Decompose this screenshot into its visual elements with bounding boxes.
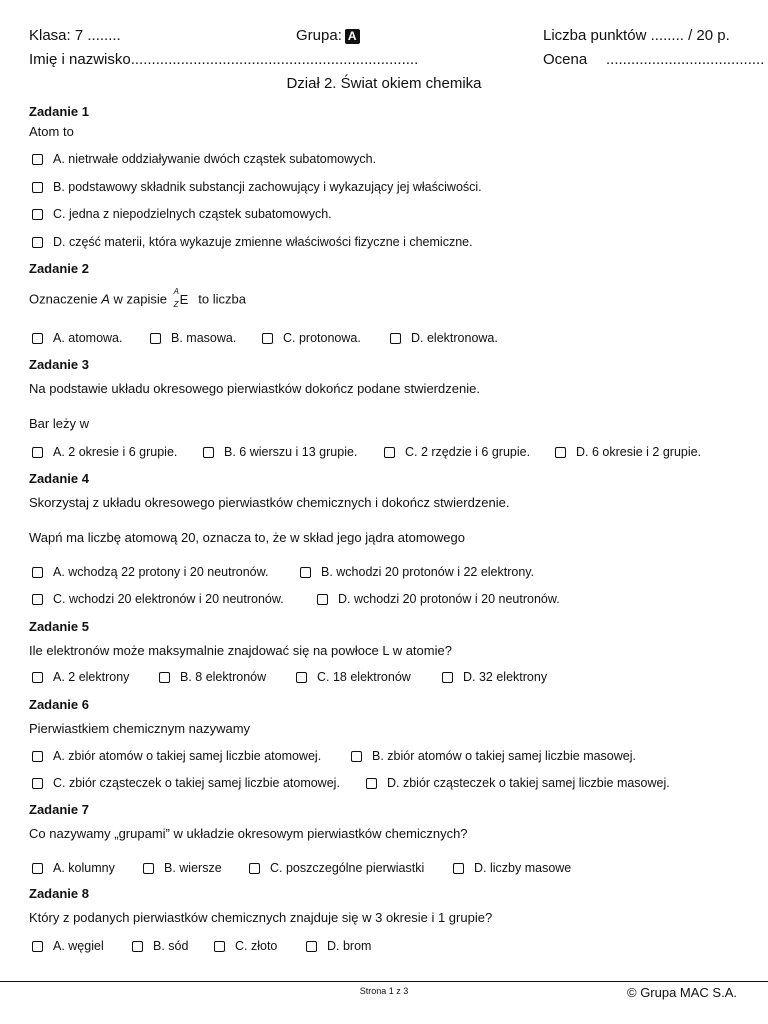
task-5-title: Zadanie 5 [29,619,89,634]
checkbox[interactable] [384,447,395,458]
option-label: B. zbiór atomów o takiej samej liczbie masowej. [372,749,636,763]
checkbox[interactable] [390,333,401,344]
option-label: B. masowa. [171,331,237,345]
task-6-title: Zadanie 6 [29,697,89,712]
group-label: Grupa: [296,27,342,44]
question-text: w zapisie [109,291,168,307]
checkbox[interactable] [442,672,453,683]
option-label: B. wiersze [164,861,222,875]
grade-field: ...................................... [606,51,765,68]
task-7-option-c[interactable] [249,861,424,875]
task-8-option-c[interactable] [214,939,277,953]
task-1-option-c[interactable] [32,207,332,221]
option-label: B. wchodzi 20 protonów i 22 elektrony. [321,565,535,579]
option-label: A. kolumny [53,861,115,875]
checkbox[interactable] [32,778,43,789]
task-8-option-b[interactable] [132,939,188,953]
task-7-question: Co nazywamy „grupami” w układzie okresowym pierwiastków chemicznych? [29,826,468,841]
page-number: Strona 1 z 3 [359,986,409,996]
task-4-option-c[interactable] [32,592,284,606]
task-1-question: Atom to [29,124,74,139]
option-label: A. nietrwałe oddziaływanie dwóch cząstek subatomowych. [53,152,377,166]
task-6-option-c[interactable] [32,776,340,790]
task-4-option-d[interactable] [317,592,560,606]
checkbox[interactable] [300,567,311,578]
checkbox[interactable] [306,941,317,952]
nuclide-notation [173,287,192,309]
checkbox[interactable] [32,154,43,165]
question-text: Oznaczenie [29,291,102,307]
task-4-option-a[interactable] [32,565,268,579]
copyright: © Grupa MAC S.A. [627,985,737,1000]
task-1-option-d[interactable] [32,235,473,249]
atomic-number: Z [173,300,179,309]
task-2-title: Zadanie 2 [29,261,89,276]
task-1-title: Zadanie 1 [29,104,89,119]
option-label: A. 2 okresie i 6 grupie. [53,445,178,459]
task-7-option-b[interactable] [143,861,222,875]
checkbox[interactable] [32,567,43,578]
task-8-title: Zadanie 8 [29,886,89,901]
task-4-question: Skorzystaj z układu okresowego pierwiastków chemicznych i dokończ stwierdzenie. [29,495,510,510]
task-2-option-b[interactable] [150,331,236,345]
task-4-title: Zadanie 4 [29,471,89,486]
checkbox[interactable] [453,863,464,874]
option-label: B. podstawowy składnik substancji zachowujący i wykazujący jej właściwości. [53,180,482,194]
task-4-option-b[interactable] [300,565,534,579]
checkbox[interactable] [32,182,43,193]
footer-divider [0,981,768,982]
checkbox[interactable] [203,447,214,458]
checkbox[interactable] [32,863,43,874]
checkbox[interactable] [150,333,161,344]
task-7-title: Zadanie 7 [29,802,89,817]
element-symbol: E [179,292,189,307]
checkbox[interactable] [32,237,43,248]
option-label: C. wchodzi 20 elektronów i 20 neutronów. [53,592,284,606]
checkbox[interactable] [249,863,260,874]
checkbox[interactable] [132,941,143,952]
task-2-question [29,287,246,309]
option-label: A. węgiel [53,939,104,953]
checkbox[interactable] [317,594,328,605]
option-label: A. wchodzą 22 protony i 20 neutronów. [53,565,269,579]
task-2-option-c[interactable] [262,331,361,345]
option-label: A. atomowa. [53,331,123,345]
option-label: C. zbiór cząsteczek o takiej samej liczbie atomowej. [53,776,340,790]
option-label: C. 2 rzędzie i 6 grupie. [405,445,531,459]
option-label: D. 6 okresie i 2 grupie. [576,445,702,459]
task-1-option-b[interactable] [32,180,482,194]
task-2-option-a[interactable] [32,331,122,345]
task-8-option-d[interactable] [306,939,371,953]
group-badge: A [345,29,360,44]
task-5-option-d[interactable] [442,670,547,684]
option-label: D. wchodzi 20 protonów i 20 neutronów. [338,592,560,606]
checkbox[interactable] [296,672,307,683]
question-text: to liczba [198,291,246,307]
task-3-option-a[interactable] [32,445,177,459]
option-label: C. poszczególne pierwiastki [270,861,425,875]
task-6-option-d[interactable] [366,776,670,790]
checkbox[interactable] [351,751,362,762]
checkbox[interactable] [32,333,43,344]
task-8-option-a[interactable] [32,939,104,953]
group-field [296,27,360,44]
task-3-title: Zadanie 3 [29,357,89,372]
checkbox[interactable] [32,751,43,762]
option-label: D. liczby masowe [474,861,572,875]
checkbox[interactable] [32,447,43,458]
option-label: D. 32 elektrony [463,670,548,684]
checkbox[interactable] [143,863,154,874]
checkbox[interactable] [214,941,225,952]
points-field: Liczba punktów ........ / 20 p. [543,27,730,44]
checkbox[interactable] [555,447,566,458]
task-6-option-b[interactable] [351,749,636,763]
task-5-question: Ile elektronów może maksymalnie znajdować się na powłoce L w atomie? [29,643,452,658]
task-1-option-a[interactable] [32,152,376,166]
option-label: A. 2 elektrony [53,670,130,684]
option-label: C. złoto [235,939,278,953]
option-label: C. protonowa. [283,331,361,345]
task-5-option-b[interactable] [159,670,266,684]
task-5-option-a[interactable] [32,670,129,684]
option-label: B. 6 wierszu i 13 grupie. [224,445,358,459]
question-variable: A [101,291,110,307]
option-label: B. sód [153,939,189,953]
task-3-stem: Bar leży w [29,416,89,431]
checkbox[interactable] [32,209,43,220]
option-label: C. 18 elektronów [317,670,411,684]
checkbox[interactable] [366,778,377,789]
grade-label: Ocena [543,51,588,68]
option-label: D. część materii, która wykazuje zmienne właściwości fizyczne i chemiczne. [53,235,473,249]
task-3-option-b[interactable] [203,445,357,459]
task-7-option-d[interactable] [453,861,571,875]
task-7-option-a[interactable] [32,861,115,875]
option-label: D. zbiór cząsteczek o takiej samej liczbie masowej. [387,776,670,790]
task-2-option-d[interactable] [390,331,498,345]
page-title: Dział 2. Świat okiem chemika [286,75,482,92]
option-label: D. elektronowa. [411,331,498,345]
option-label: C. jedna z niepodzielnych cząstek subatomowych. [53,207,332,221]
checkbox[interactable] [159,672,170,683]
checkbox[interactable] [262,333,273,344]
task-3-option-c[interactable] [384,445,530,459]
option-label: D. brom [327,939,372,953]
task-5-option-c[interactable] [296,670,411,684]
checkbox[interactable] [32,672,43,683]
checkbox[interactable] [32,594,43,605]
task-3-question: Na podstawie układu okresowego pierwiastków dokończ podane stwierdzenie. [29,381,480,396]
task-6-option-a[interactable] [32,749,321,763]
task-3-option-d[interactable] [555,445,701,459]
option-label: B. 8 elektronów [180,670,267,684]
name-field: Imię i nazwisko..................................................................... [29,51,419,68]
option-label: A. zbiór atomów o takiej samej liczbie atomowej. [53,749,322,763]
class-field: Klasa: 7 ........ [29,27,121,44]
task-6-question: Pierwiastkiem chemicznym nazywamy [29,721,251,736]
task-8-question: Który z podanych pierwiastków chemicznych znajduje się w 3 okresie i 1 grupie? [29,910,493,925]
checkbox[interactable] [32,941,43,952]
task-4-stem: Wapń ma liczbę atomową 20, oznacza to, że w skład jego jądra atomowego [29,530,465,545]
mass-number: A [173,287,179,296]
